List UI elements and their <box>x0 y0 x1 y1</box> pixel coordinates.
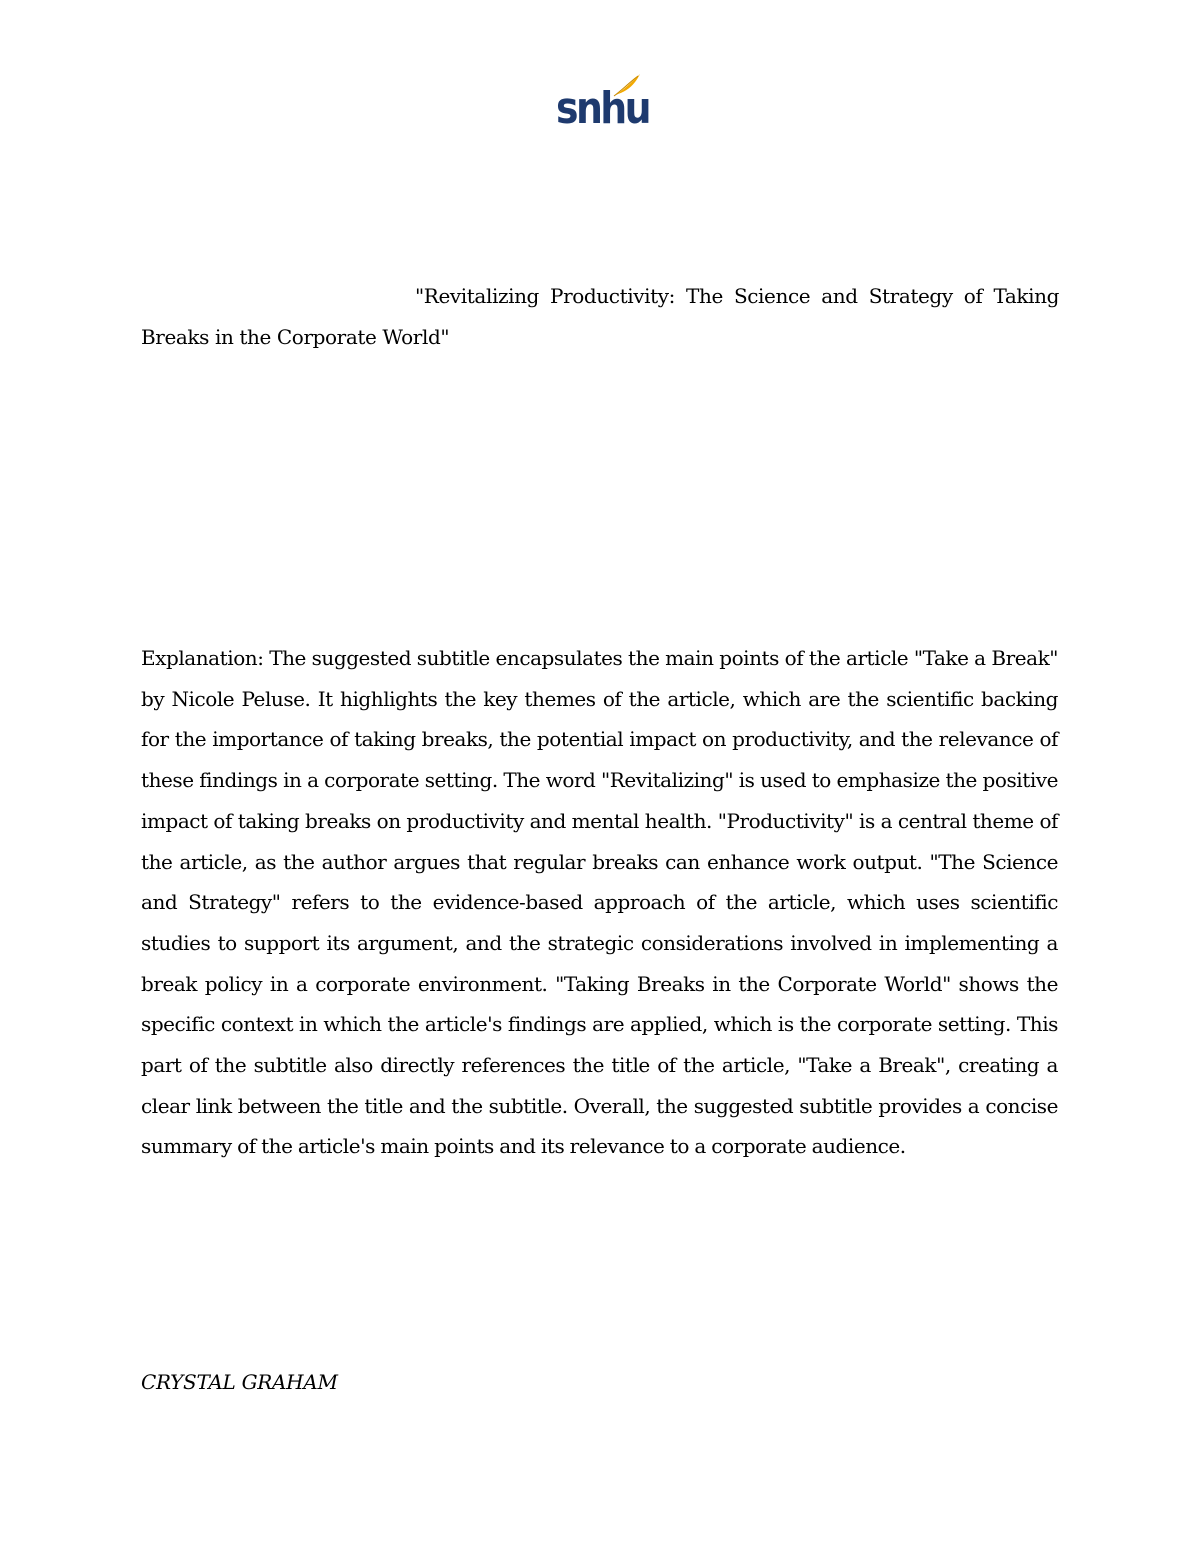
explanation-paragraph: Explanation: The suggested subtitle encapsulates the main points of the article "Take a Break" by Nicole Peluse. It highlights the key themes of the article, which are the scientific backing for the importance of taking breaks, the potential impact on productivity, and the relevance of these findings in a corporate setting. The word "Revitalizing" is used to emphasize the positive impact of taking breaks on productivity and mental health. "Productivity" is a central theme of the article, as the author argues that regular breaks can enhance work output. "The Science and Strategy" refers to the evidence-based approach of the article, which uses scientific studies to support its argument, and the strategic considerations involved in implementing a break policy in a corporate environment. "Taking Breaks in the Corporate World" shows the specific context in which the article's findings are applied, which is the corporate setting. This part of the subtitle also directly references the title of the article, "Take a Break", creating a clear link between the title and the subtitle. Overall, the suggested subtitle provides a concise summary of the article's main points and its relevance to a corporate audience. <box>141 646 1058 1159</box>
logo-wordmark: snhu <box>556 83 650 134</box>
snhu-logo <box>556 72 650 136</box>
author-name: CRYSTAL GRAHAM <box>141 1370 338 1394</box>
document-title: "Revitalizing Productivity: The Science and Strategy of Taking Breaks in the Corporate World" <box>141 284 1059 349</box>
